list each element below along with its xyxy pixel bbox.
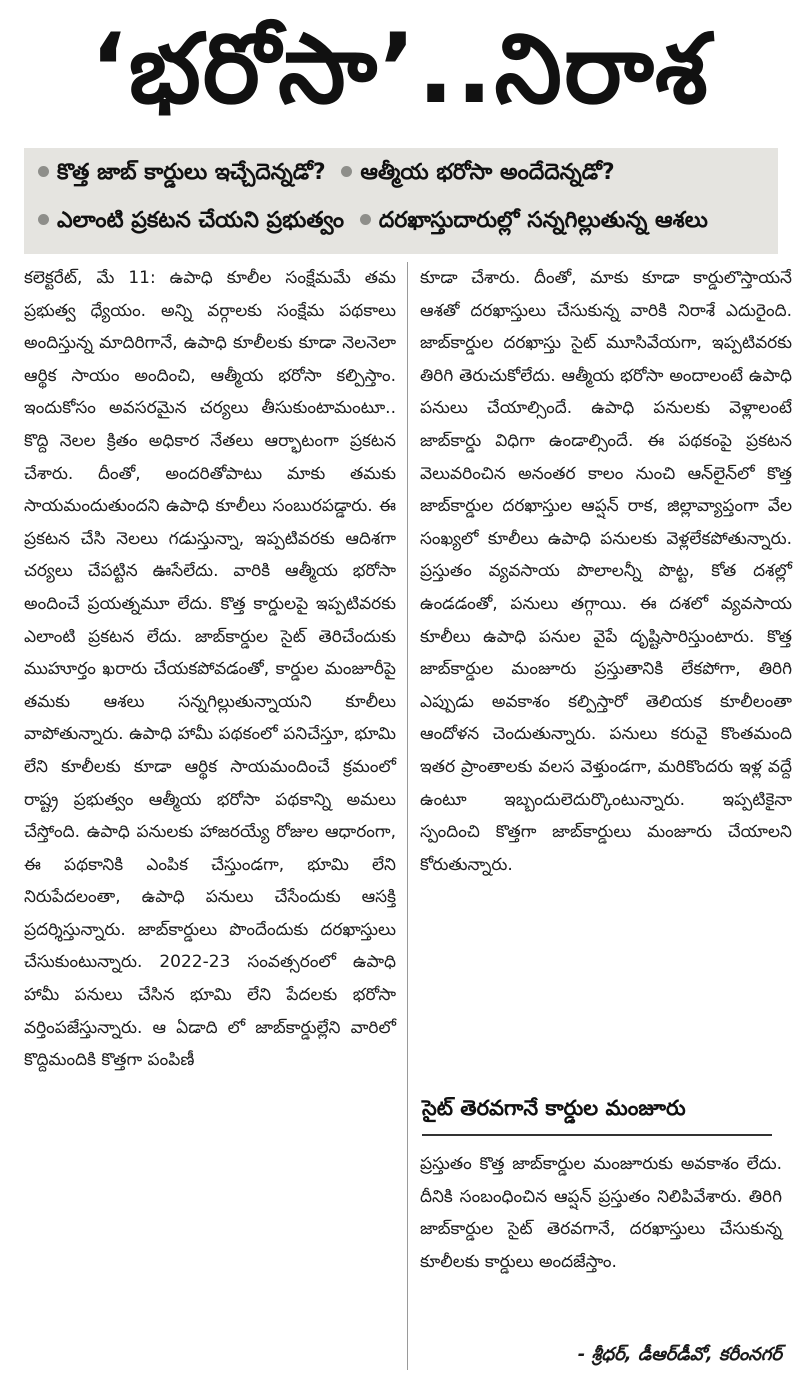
subheading-item: ఆత్మీయ భరోసా అందేదెన్నడో?	[360, 160, 615, 185]
subheading-item: ఎలాంటి ప్రకటన చేయని ప్రభుత్వం	[57, 208, 345, 233]
bullet-icon	[341, 166, 352, 177]
article-paragraph: కలెక్టరేట్, మే 11: ఉపాధి కూలీల సంక్షేమమే తమ ప్రభుత్వ ధ్యేయం. అన్ని వర్గాలకు సంక్షేమ పథకాలు అందిస్తున్న మాదిరిగానే, ఉపాధి కూలీలకు కూడా నెలనెలా ఆర్థిక సాయం అందించి, ఆత్మీయ భరోసా కల్పిస్తాం. ఇందుకోసం అవసరమైన చర్యలు తీసుకుంటామంటూ.. కొద్ది నెలల క్రితం అధికార నేతలు ఆర్భాటంగా ప్రకటన చేశారు. దీంతో, అందరితోపాటు మాకు తమకు సాయమందుతుందని ఉపాధి కూలీలు సంబురపడ్డారు. ఈ ప్రకటన చేసి నెలలు గడుస్తున్నా, ఇప్పటివరకు ఆదిశగా చర్యలు చేపట్టిన ఊసేలేదు. వారికి ఆత్మీయ భరోసా అందించే ప్రయత్నమూ లేదు. కొత్త కార్డులపై ఇప్పటివరకు ఎలాంటి ప్రకటన లేదు. జాబ్‌కార్డుల సైట్ తెరిచేందుకు ముహూర్తం ఖరారు చేయకపోవడంతో, కార్డుల మంజూరీపై తమకు ఆశలు సన్నగిల్లుతున్నాయని కూలీలు వాపోతున్నారు. ఉపాధి హామీ పథకంలో పనిచేస్తూ, భూమి లేని కూలీలకు కూడా ఆర్థిక సాయమందించే క్రమంలో రాష్ట్ర ప్రభుత్వం ఆత్మీయ భరోసా పథకాన్ని అమలు చేస్తోంది. ఉపాధి పనులకు హాజరయ్యే రోజుల ఆధారంగా, ఈ పథకానికి ఎంపిక చేస్తుండగా, భూమి లేని నిరుపేదలంతా, ఉపాధి పనులు చేసేందుకు ఆసక్తి ప్రదర్శిస్తున్నారు. జాబ్‌కార్డులు పొందేందుకు దరఖాస్తులు చేసుకుంటున్నారు. 2022-23 సంవత్సరంలో ఉపాధి హామీ పనులు చేసిన భూమి లేని పేదలకు భరోసా వర్తింపజేస్తున్నారు. ఆ ఏడాది లో జాబ్‌కార్డుల్లేని వారిలో కొద్దిమందికి కొత్తగా పంపిణీ	[24, 268, 396, 1071]
article-column-right	[420, 262, 792, 875]
box-body: ప్రస్తుతం కొత్త జాబ్‌కార్డుల మంజూరుకు అవకాశం లేదు. దీనికి సంబంధించిన ఆప్షన్ ప్రస్తుతం నిలిపివేశారు. తిరిగి జాబ్‌కార్డుల సైట్ తెరవగానే, దరఖాస్తులు చేసుకున్న కూలీలకు కార్డులు అందజేస్తాం.	[420, 1154, 782, 1272]
subheading-line-2	[38, 206, 708, 236]
subheading-box	[24, 148, 778, 254]
bullet-icon	[38, 214, 49, 225]
headline: ‘భరోసా’..నిరాశ	[90, 13, 710, 125]
box-title-underline	[422, 1134, 772, 1136]
bullet-icon	[38, 166, 49, 177]
subheading-item: కొత్త జాబ్ కార్డులు ఇచ్చేదెన్నడో?	[57, 160, 326, 185]
subheading-line-1	[38, 158, 615, 188]
byline: - శ్రీధర్, డీఆర్‌డీవో, కరీంనగర్	[577, 1344, 782, 1365]
box-title: సైట్ తెరవగానే కార్డుల మంజూరు	[422, 1096, 686, 1120]
bullet-icon	[360, 214, 371, 225]
subheading-item: దరఖాస్తుదారుల్లో సన్నగిల్లుతున్న ఆశలు	[378, 208, 708, 233]
article-paragraph: కూడా చేశారు. దీంతో, మాకు కూడా కార్డులొస్తాయనే ఆశతో దరఖాస్తులు చేసుకున్న వారికి నిరాశే ఎదురైంది. జాబ్‌కార్డుల దరఖాస్తు సైట్ మూసివేయగా, ఇప్పటివరకు తిరిగి తెరుచుకోలేదు. ఆత్మీయ భరోసా అందాలంటే ఉపాధి పనులు చేయాల్సిందే. ఉపాధి పనులకు వెళ్లాలంటే జాబ్‌కార్డు విధిగా ఉండాల్సిందే. ఈ పథకంపై ప్రకటన వెలువరించిన అనంతర కాలం నుంచి ఆన్‌లైన్‌లో కొత్త జాబ్‌కార్డుల దరఖాస్తుల ఆప్షన్ రాక, జిల్లావ్యాప్తంగా వేల సంఖ్యలో కూలీలు ఉపాధి పనులకు వెళ్లలేకపోతున్నారు. ప్రస్తుతం వ్యవసాయ పొలాలన్నీ పొట్ట, కోత దశల్లో ఉండడంతో, పనులు తగ్గాయి. ఈ దశలో వ్యవసాయ కూలీలు ఉపాధి పనుల వైపే దృష్టిసారిస్తుంటారు. కొత్త జాబ్‌కార్డుల మంజూరు ప్రస్తుతానికి లేకపోగా, తిరిగి ఎప్పుడు అవకాశం కల్పిస్తారో తెలియక కూలీలంతా ఆందోళన చెందుతున్నారు. పనులు కరువై కొంతమంది ఇతర ప్రాంతాలకు వలస వెళ్తుండగా, మరికొందరు ఇళ్ల వద్దే ఉంటూ ఇబ్బందులెదుర్కొంటున్నారు. ఇప్పటికైనా స్పందించి కొత్తగా జాబ్‌కార్డులు మంజూరు చేయాలని కోరుతున్నారు.	[420, 268, 792, 875]
article-column-left	[24, 262, 396, 1372]
column-divider	[407, 262, 408, 1370]
